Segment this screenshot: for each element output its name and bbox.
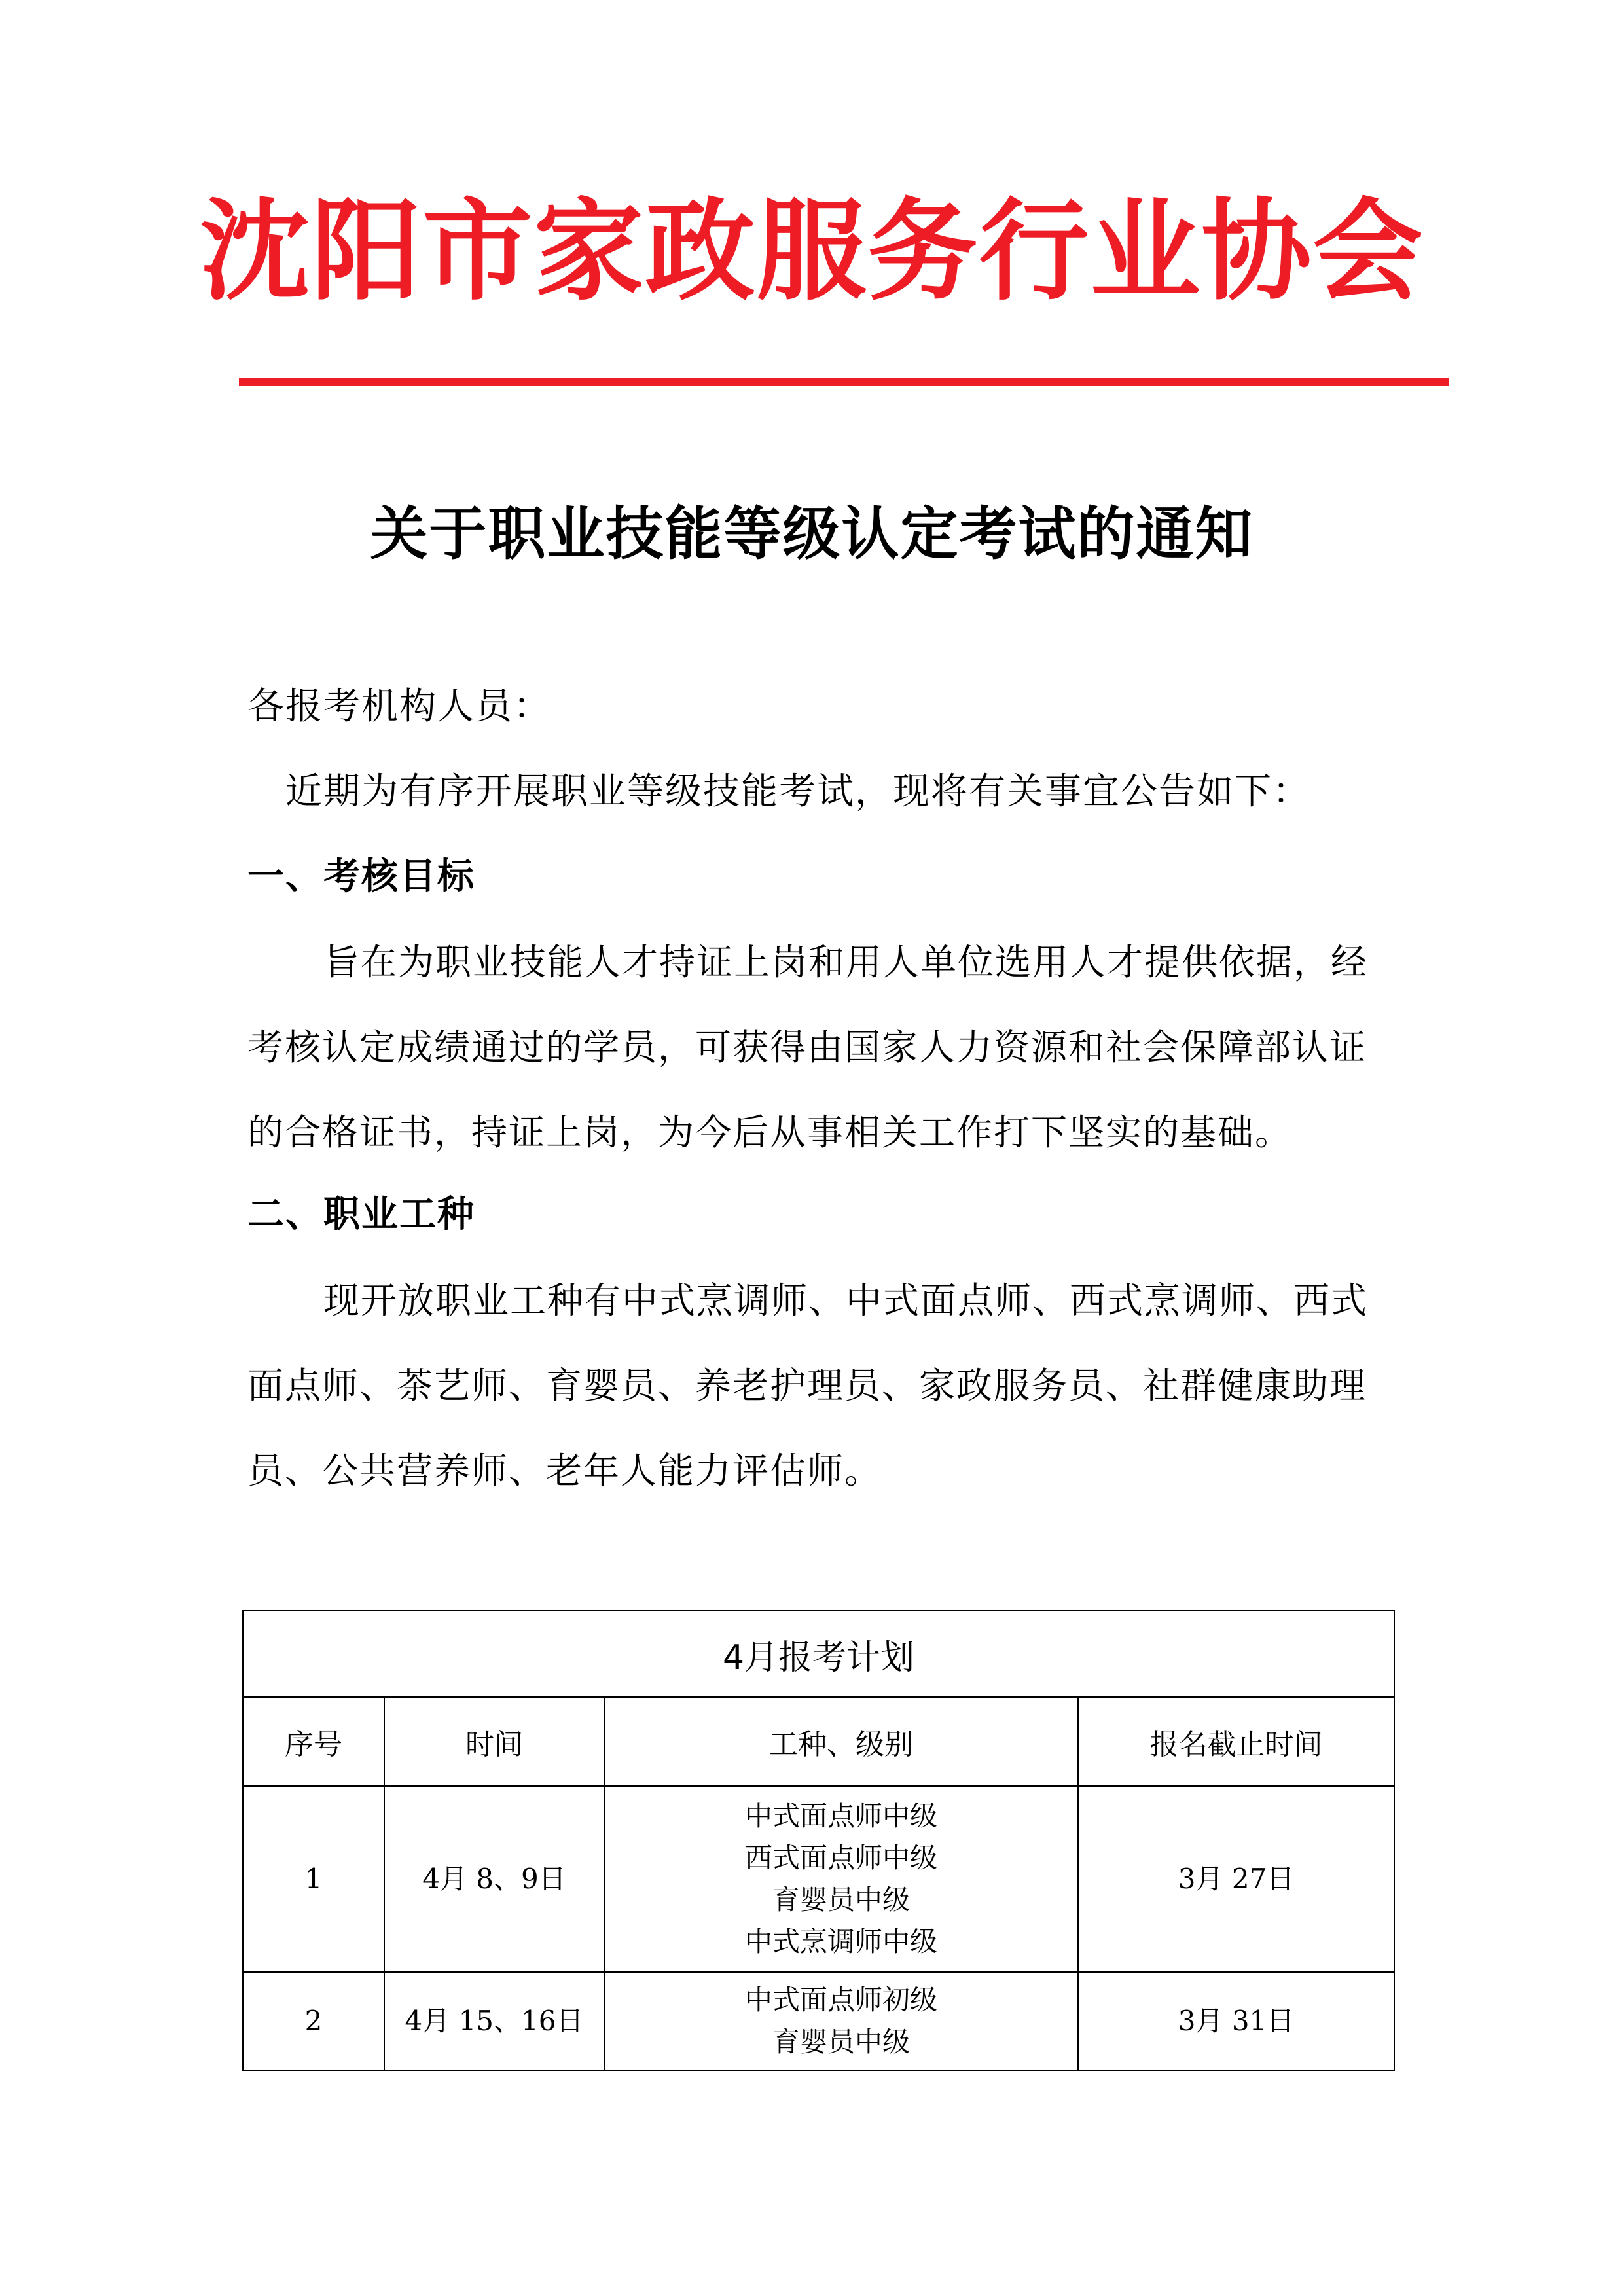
job-levels [604,1786,1078,1972]
notice-title: 关于职业技能等级认定考试的通知 [370,500,1254,567]
job-level-item: 育婴员中级 [772,1884,910,1916]
exam-date: 4月 8、9日 [384,1786,604,1972]
exam-date: 4月 15、16日 [384,1972,604,2070]
job-level-item: 育婴员中级 [772,2026,910,2058]
exam-plan-table [242,1610,1395,2071]
table-row [243,1972,1394,2070]
section-heading-2: 二、职业工种 [247,1193,475,1236]
section-heading-1: 一、考核目标 [247,855,475,898]
registration-deadline: 3月 27日 [1078,1786,1394,1972]
salutation: 各报考机构人员： [247,685,551,728]
row-number: 2 [243,1972,384,2070]
section-body-2: 现开放职业工种有中式烹调师、中式面点师、西式烹调师、西式面点师、茶艺师、育婴员、养老护理员、家政服务员、社群健康助理员、公共营养师、老年人能力评估师。 [247,1280,1369,1492]
header-divider [239,378,1449,386]
row-number: 1 [243,1786,384,1972]
table-row [243,1786,1394,1972]
column-header-no: 序号 [243,1697,384,1786]
registration-deadline: 3月 31日 [1078,1972,1394,2070]
job-level-item: 中式面点师初级 [744,1984,937,2016]
job-level-item: 中式面点师中级 [744,1800,937,1832]
intro-text: 近期为有序开展职业等级技能考试，现将有关事宜公告如下： [285,770,1310,813]
organization-name: 沈阳市家政服务行业协会 [200,187,1424,315]
section-body-1: 旨在为职业技能人才持证上岗和用人单位选用人才提供依据，经考核认定成绩通过的学员，可获得由国家人力资源和社会保障部认证的合格证书，持证上岗，为今后从事相关工作打下坚实的基础。 [247,941,1369,1153]
column-header-jobs: 工种、级别 [604,1697,1078,1786]
table-caption: 4月报考计划 [243,1611,1394,1697]
job-level-item: 西式面点师中级 [744,1842,937,1874]
job-levels [604,1972,1078,2070]
job-level-item: 中式烹调师中级 [744,1926,937,1958]
column-header-date: 时间 [384,1697,604,1786]
column-header-deadline: 报名截止时间 [1078,1697,1394,1786]
